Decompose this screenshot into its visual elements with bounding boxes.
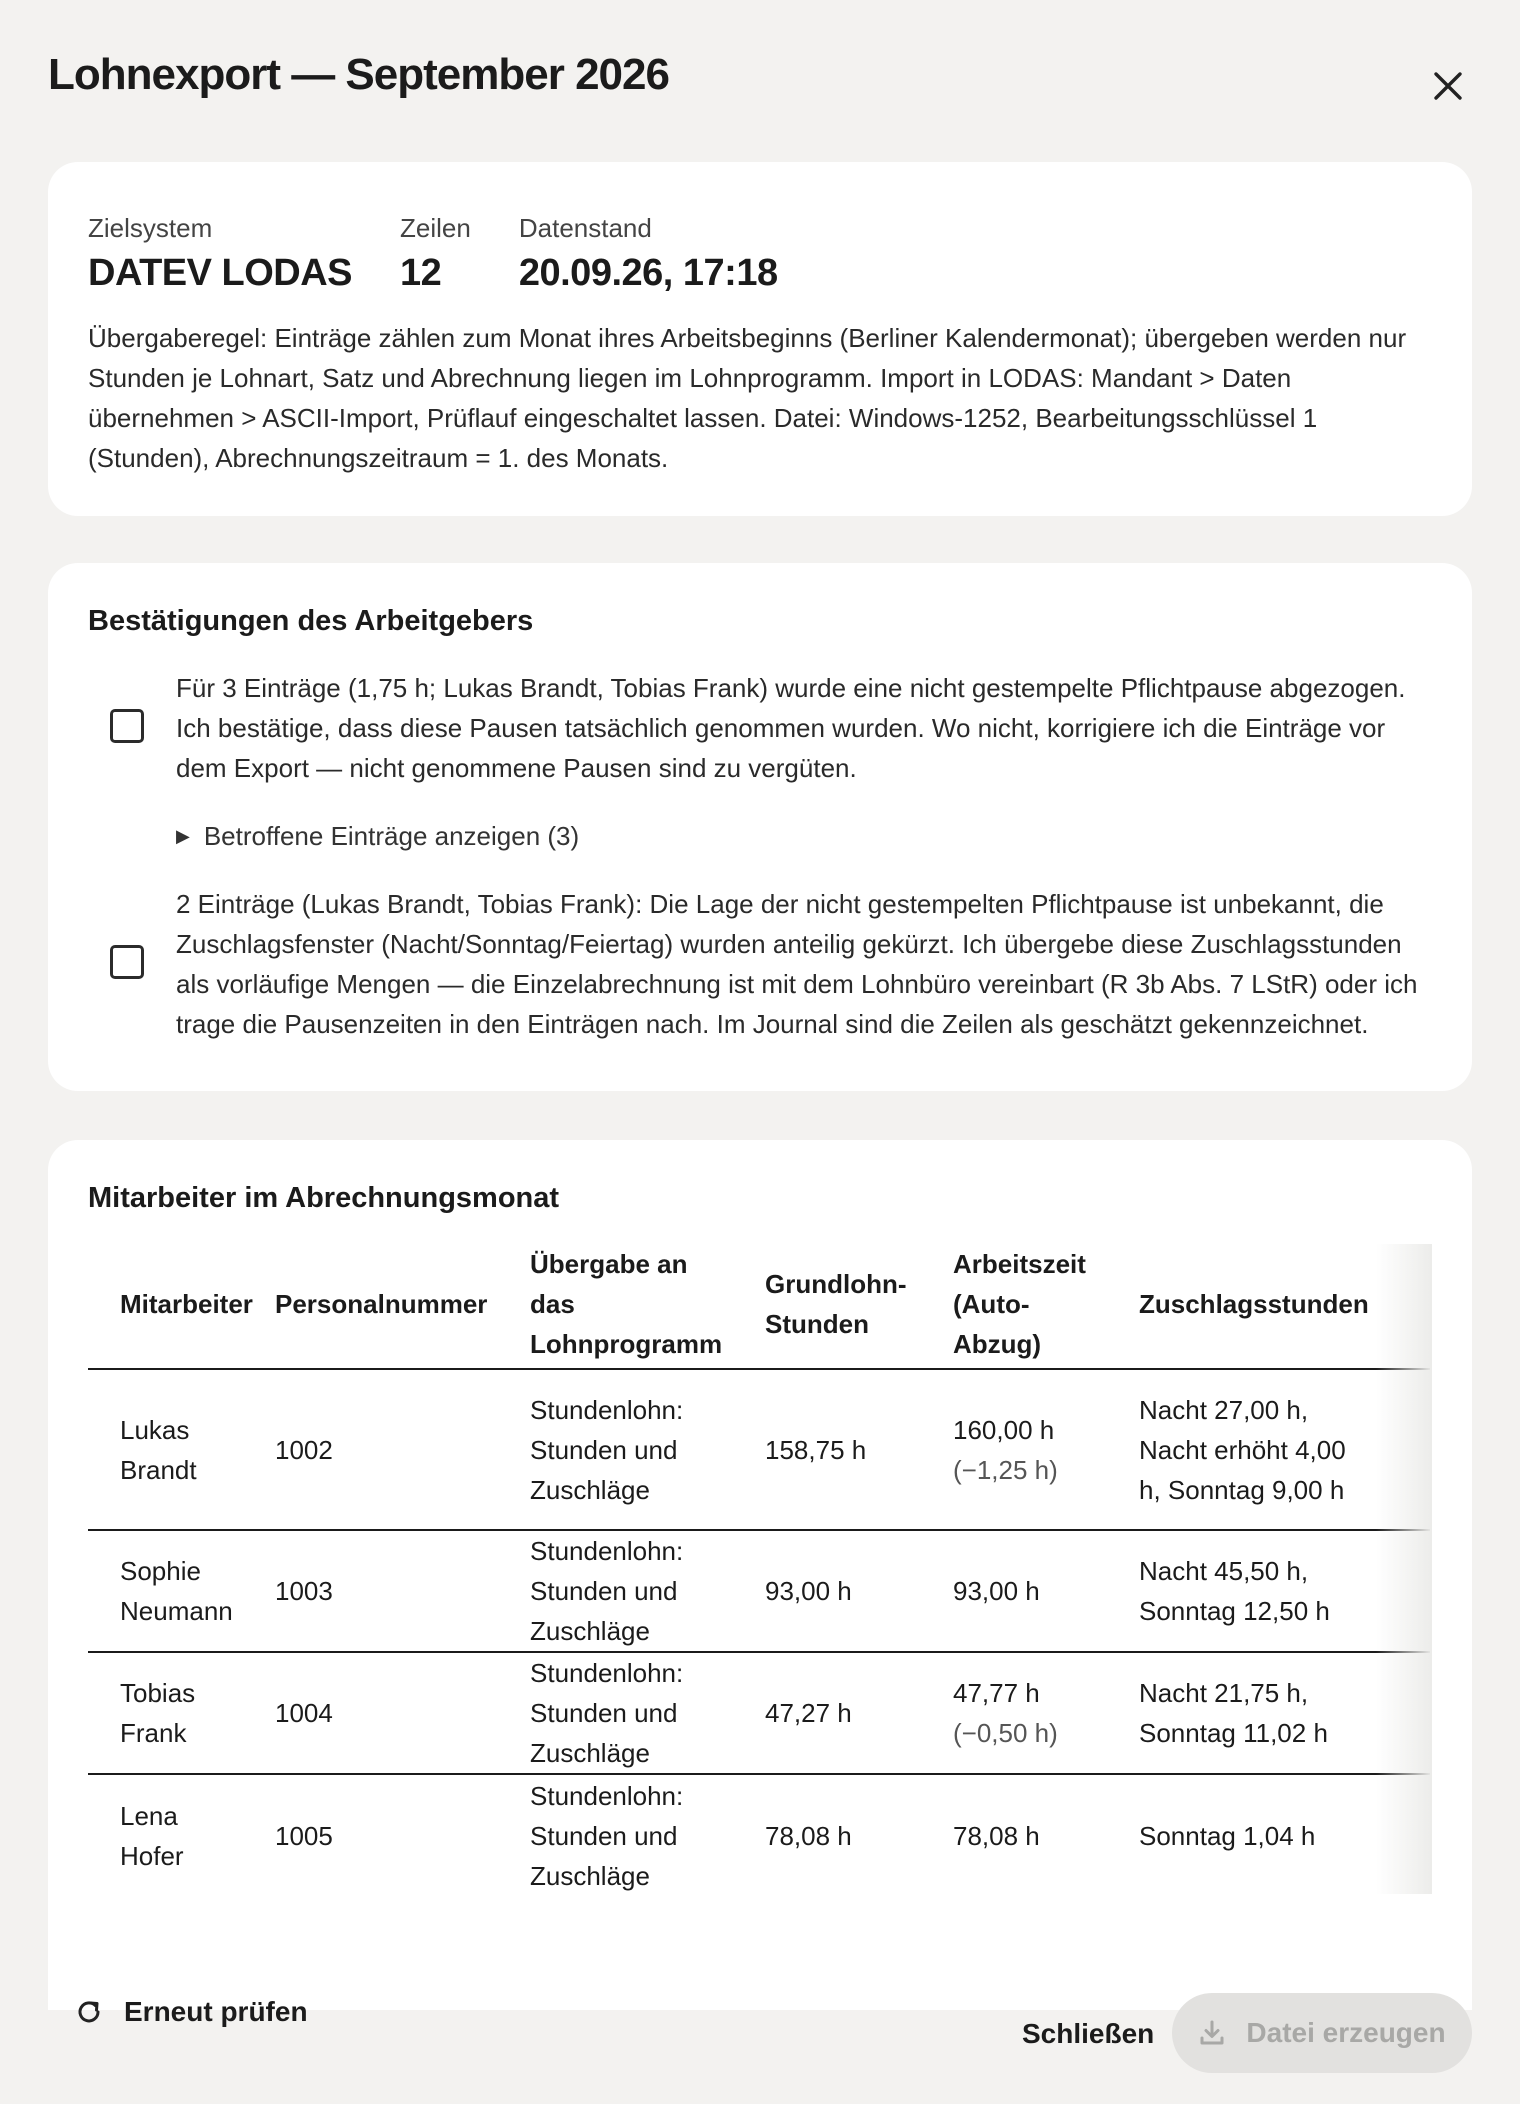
work-time-value: 160,00 h [953,1414,1055,1445]
surcharge-hours: Nacht 27,00 h, Nacht erhöht 4,00 h, Sonntag 9,00 h [1139,1369,1430,1530]
retry-check-label: Erneut prüfen [124,1996,308,2027]
generate-file-button[interactable] [1172,1993,1472,2073]
close-button[interactable] [1424,62,1472,110]
column-header-personnel-number: Personalnummer [275,1244,530,1369]
transfer-type: Stundenlohn: Stunden und Zuschläge [530,1652,765,1774]
summary-meta [88,212,826,295]
work-time [953,1530,1139,1652]
surcharge-hours: Nacht 45,50 h, Sonntag 12,50 h [1139,1530,1430,1652]
affected-entries-toggle[interactable] [176,821,579,852]
table-scroll-fade [1376,1244,1432,1894]
confirmations-card [48,563,1472,1091]
surcharge-hours: Sonntag 1,04 h [1139,1820,1316,1851]
confirmations-title: Bestätigungen des Arbeitgebers [88,605,534,637]
work-time-value: 78,08 h [953,1820,1040,1851]
employee-name: Lena Hofer [120,1800,184,1871]
data-timestamp [519,212,778,295]
work-time [953,1652,1139,1774]
refresh-icon [74,1997,104,2027]
work-time [953,1774,1139,1896]
base-hours: 47,27 h [765,1652,953,1774]
confirm-surcharge-checkbox[interactable] [110,945,144,979]
transfer-type: Stundenlohn: Stunden und Zuschläge [530,1780,684,1891]
column-header-base-hours: Grundlohn-Stunden [765,1244,953,1369]
table-row [88,1530,1430,1652]
dialog-title: Lohnexport — September 2026 [48,50,669,99]
work-time-value: 47,77 h [953,1678,1040,1708]
table-row [88,1369,1430,1530]
data-timestamp-label: Datenstand [518,213,652,243]
base-hours: 78,08 h [765,1820,852,1851]
table-header-row [88,1244,1430,1369]
column-header-transfer: Übergabe an das Lohnprogramm [530,1244,765,1369]
triangle-right-icon: ▶ [176,826,190,846]
column-header-work-time: Arbeitszeit (Auto-Abzug) [953,1244,1139,1369]
personnel-number: 1004 [275,1652,530,1774]
target-system [88,212,352,295]
affected-entries-label: Betroffene Einträge anzeigen (3) [203,821,580,851]
transfer-rule-text: Übergaberegel: Einträge zählen zum Monat ihres Arbeitsbeginns (Berliner Kalendermonat); übergeben werden nur Stunden je Lohnart, Satz und Abrechnung liegen im Lohnprogramm. Import in LODAS: Mandant > Daten übernehmen > ASCII-Import, Prüflauf eingeschaltet lassen. Datei: Windows-1252, Bearbeitungsschlüssel 1 (Stunden), Abrechnungszeitraum = 1. des Monats. [88,323,1407,473]
close-icon [1433,71,1463,101]
summary-card [48,162,1472,516]
download-icon [1198,2019,1226,2047]
employees-card [48,1140,1472,2010]
row-count [400,212,471,295]
target-system-value: DATEV LODAS [88,252,353,294]
confirm-surcharge-text: 2 Einträge (Lukas Brandt, Tobias Frank): Die Lage der nicht gestempelten Pflichtpause ist unbekannt, die Zuschlagsfenster (Nacht/Sonntag/Feiertag) wurden anteilig gekürzt. Ich übergebe diese Zuschlagsstunden als vorläufige Mengen — die Einzelabrechnung ist mit dem Lohnbüro vereinbart (R 3b Abs. 7 LStR) oder ich trage die Pausenzeiten in den Einträgen nach. Im Journal sind die Zeilen als geschätzt gekennzeichnet. [176,889,1418,1039]
employee-name: Lukas Brandt [88,1369,275,1530]
confirm-breaks-text: Für 3 Einträge (1,75 h; Lukas Brandt, Tobias Frank) wurde eine nicht gestempelte Pflichtpause abgezogen. Ich bestätige, dass diese Pausen tatsächlich genommen wurden. Wo nicht, korrigiere ich die Einträge vor dem Export — nicht genommene Pausen sind zu vergüten. [176,673,1406,783]
employees-table [88,1244,1430,1896]
confirm-breaks-checkbox[interactable] [110,709,144,743]
auto-deduction: (−0,50 h) [953,1718,1058,1748]
transfer-type: Stundenlohn: Stunden und Zuschläge [530,1530,765,1652]
table-row [88,1652,1430,1774]
table-row [88,1774,1430,1896]
row-count-value: 12 [400,252,442,294]
base-hours: 93,00 h [765,1530,953,1652]
base-hours: 158,75 h [765,1369,953,1530]
employee-name: Tobias Frank [88,1652,275,1774]
generate-file-label: Datei erzeugen [1246,2017,1446,2048]
row-count-label: Zeilen [400,213,471,243]
employees-title: Mitarbeiter im Abrechnungsmonat [88,1182,560,1214]
personnel-number: 1003 [275,1530,530,1652]
personnel-number: 1002 [275,1369,530,1530]
work-time-value: 93,00 h [953,1576,1040,1606]
target-system-label: Zielsystem [88,213,213,243]
personnel-number: 1005 [275,1820,333,1851]
transfer-type: Stundenlohn: Stunden und Zuschläge [530,1369,765,1530]
column-header-surcharges: Zuschlagsstunden [1139,1244,1430,1369]
data-timestamp-value: 20.09.26, 17:18 [518,252,778,294]
surcharge-hours: Nacht 21,75 h, Sonntag 11,02 h [1139,1652,1430,1774]
column-header-employee: Mitarbeiter [88,1244,275,1369]
auto-deduction: (−1,25 h) [953,1454,1058,1485]
work-time [953,1369,1139,1530]
employee-name: Sophie Neumann [88,1530,275,1652]
retry-check-button[interactable] [74,1996,308,2028]
close-dialog-button[interactable]: Schließen [1022,2018,1155,2049]
